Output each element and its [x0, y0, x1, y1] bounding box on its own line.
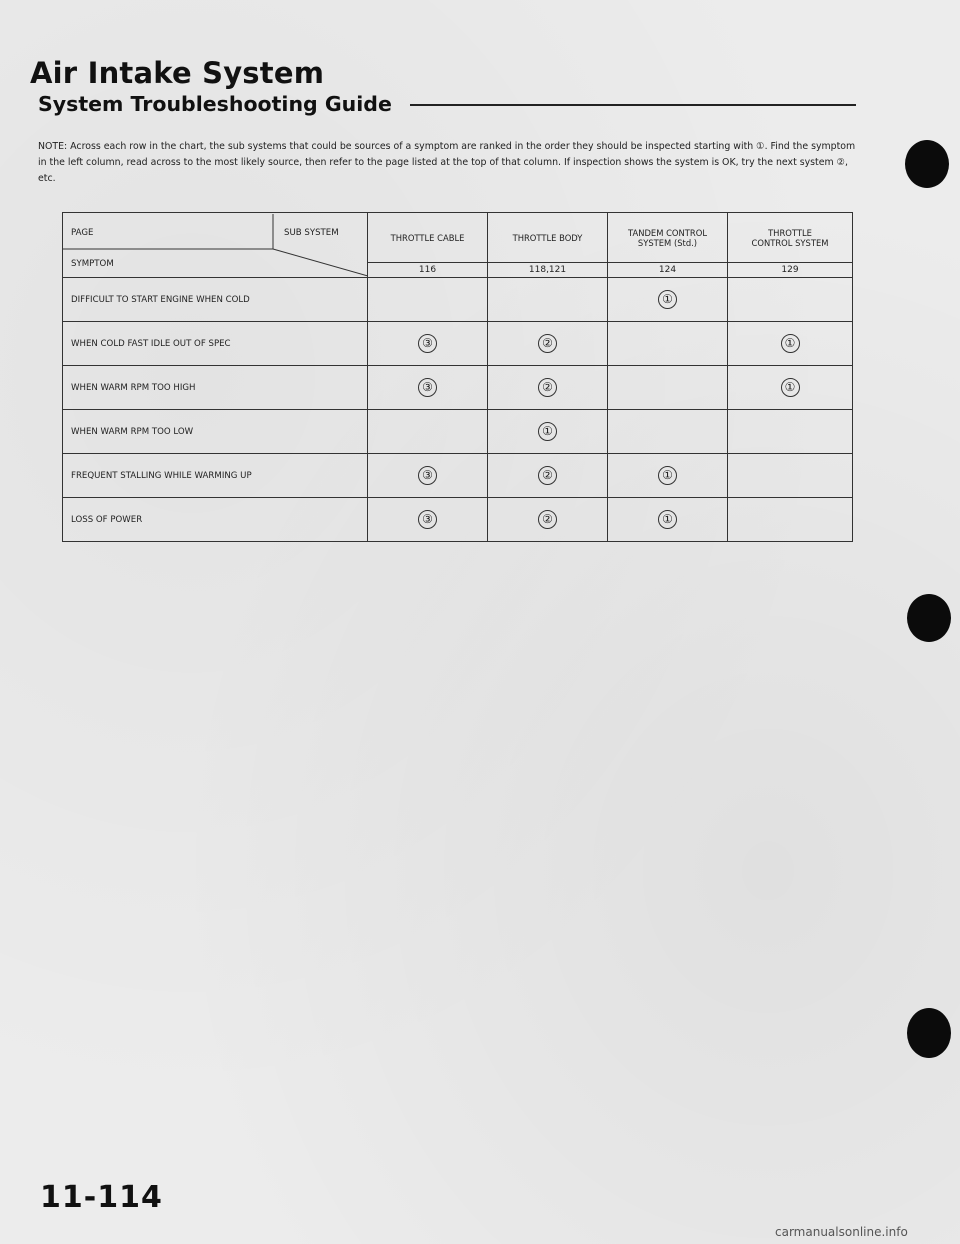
page-title: Air Intake System	[30, 56, 325, 90]
symptom-cell: LOSS OF POWER	[63, 498, 368, 542]
rank-marker: ②	[538, 466, 557, 485]
rank-marker: ②	[538, 334, 557, 353]
table-row	[63, 410, 853, 454]
rank-cell	[728, 278, 853, 322]
rank-cell	[728, 498, 853, 542]
rank-cell	[728, 410, 853, 454]
rank-cell	[488, 410, 608, 454]
rank-marker: ③	[418, 510, 437, 529]
rank-marker: ③	[418, 334, 437, 353]
corner-subsystem-label: SUB SYSTEM	[284, 227, 339, 238]
rank-cell	[368, 278, 488, 322]
rank-cell	[728, 454, 853, 498]
rank-cell	[368, 454, 488, 498]
rank-marker: ①	[781, 334, 800, 353]
rank-cell	[368, 410, 488, 454]
rank-marker: ①	[538, 422, 557, 441]
column-page-ref: 116	[368, 263, 488, 278]
corner-cell	[63, 213, 368, 278]
rank-cell	[368, 366, 488, 410]
rank-cell	[608, 278, 728, 322]
rank-cell	[608, 454, 728, 498]
table-row	[63, 498, 853, 542]
rank-cell	[368, 322, 488, 366]
rank-cell	[488, 498, 608, 542]
rank-cell	[488, 278, 608, 322]
rank-marker: ③	[418, 466, 437, 485]
column-page-ref: 118,121	[488, 263, 608, 278]
rank-cell	[608, 498, 728, 542]
rank-marker: ①	[781, 378, 800, 397]
rank-marker: ③	[418, 378, 437, 397]
watermark-footer: carmanualsonline.info	[775, 1225, 908, 1239]
rank-cell	[608, 322, 728, 366]
rank-cell	[488, 366, 608, 410]
symptom-cell: DIFFICULT TO START ENGINE WHEN COLD	[63, 278, 368, 322]
rank-marker: ①	[658, 510, 677, 529]
rank-cell	[368, 498, 488, 542]
rank-marker: ①	[658, 290, 677, 309]
corner-symptom-label: SYMPTOM	[71, 258, 114, 269]
column-header: TANDEM CONTROL SYSTEM (Std.)	[608, 213, 728, 263]
rank-cell	[608, 410, 728, 454]
table-row	[63, 454, 853, 498]
symptom-cell: WHEN COLD FAST IDLE OUT OF SPEC	[63, 322, 368, 366]
column-page-ref: 129	[728, 263, 853, 278]
note-paragraph: NOTE: Across each row in the chart, the sub systems that could be sources of a symptom are ranked in the order they should be inspected starting with ①. Find the symptom in the left column, read across to the most likely source, then refer to the page listed at the top of that column. If inspection shows the system is OK, try the next system ②, etc.	[38, 141, 856, 184]
rank-cell	[728, 322, 853, 366]
table-row	[63, 366, 853, 410]
rank-marker: ②	[538, 510, 557, 529]
symptom-cell: WHEN WARM RPM TOO HIGH	[63, 366, 368, 410]
binder-hole-top	[905, 140, 949, 188]
rank-cell	[488, 322, 608, 366]
column-header: THROTTLE BODY	[488, 213, 608, 263]
table-row	[63, 322, 853, 366]
section-subtitle: System Troubleshooting Guide	[38, 92, 392, 116]
table-row	[63, 278, 853, 322]
subtitle-rule	[410, 104, 856, 106]
corner-page-label: PAGE	[71, 227, 94, 238]
symptom-cell: WHEN WARM RPM TOO LOW	[63, 410, 368, 454]
rank-cell	[608, 366, 728, 410]
binder-hole-middle	[907, 594, 951, 642]
rank-cell	[728, 366, 853, 410]
header-row	[63, 213, 853, 263]
page-number: 11-114	[40, 1180, 163, 1215]
binder-hole-bottom	[907, 1008, 951, 1058]
symptom-cell: FREQUENT STALLING WHILE WARMING UP	[63, 454, 368, 498]
rank-cell	[488, 454, 608, 498]
troubleshooting-table	[62, 212, 853, 542]
column-header: THROTTLE CONTROL SYSTEM	[728, 213, 853, 263]
rank-marker: ②	[538, 378, 557, 397]
column-header: THROTTLE CABLE	[368, 213, 488, 263]
column-page-ref: 124	[608, 263, 728, 278]
rank-marker: ①	[658, 466, 677, 485]
